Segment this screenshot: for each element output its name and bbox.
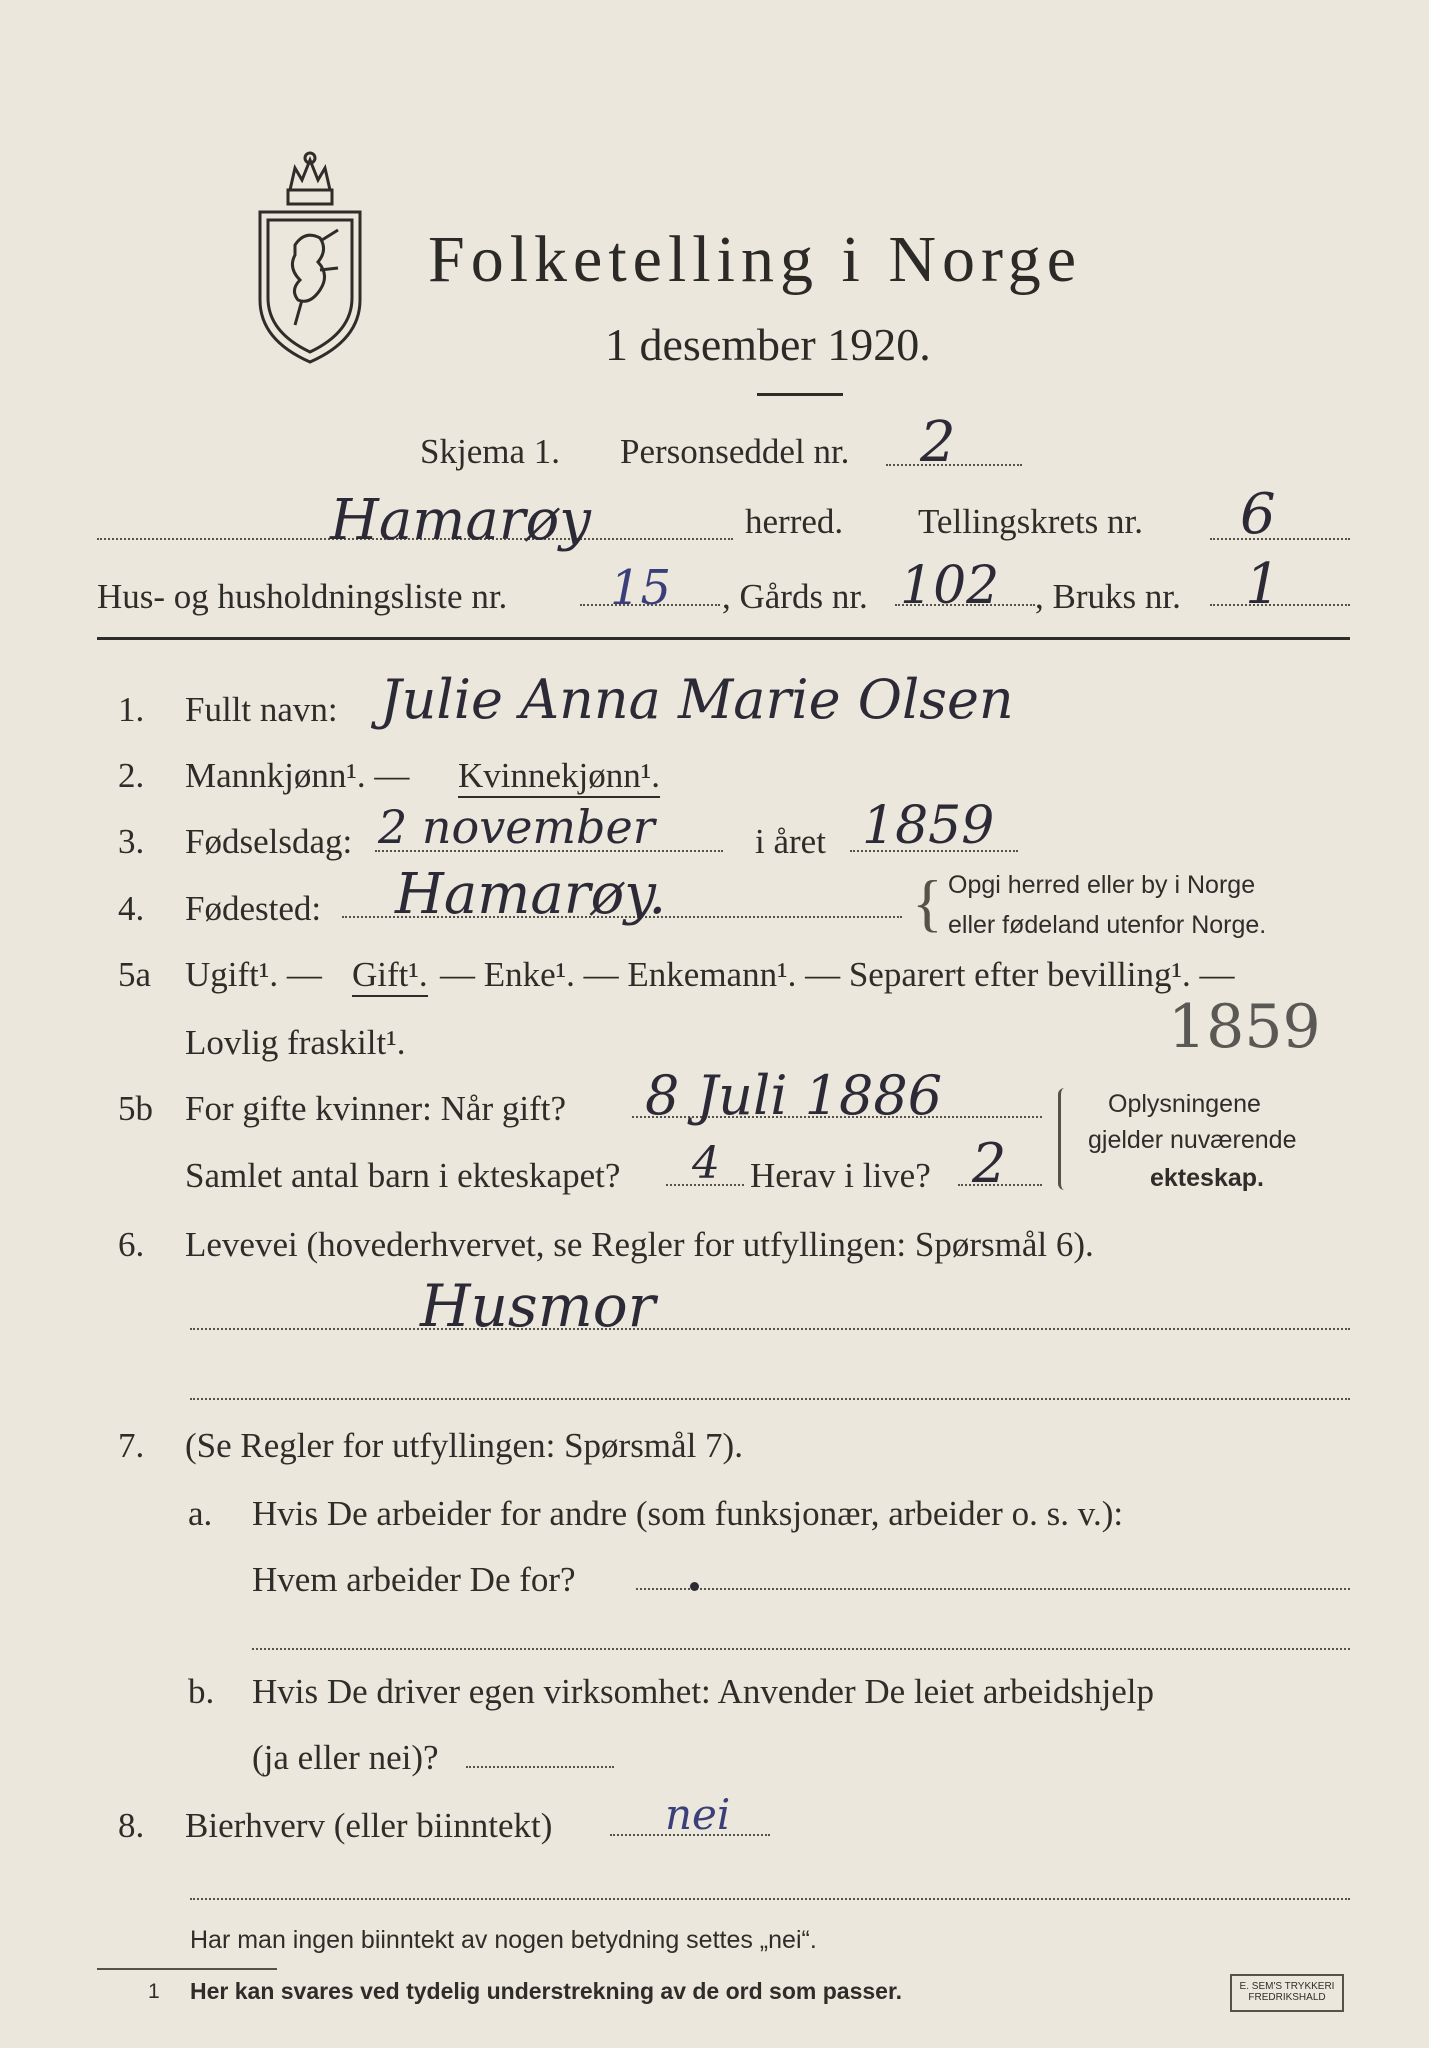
q2-number: 2.: [118, 756, 145, 795]
tellingskrets-label: Tellingskrets nr.: [918, 502, 1144, 541]
footnote-divider: [97, 1968, 277, 1970]
birth-year-value: 1859: [862, 796, 995, 856]
hus-value: 15: [610, 560, 672, 616]
q7-label: (Se Regler for utfyllingen: Spørsmål 7).: [185, 1426, 743, 1465]
female-option-selected: Kvinnekjønn¹.: [458, 756, 660, 798]
birthday-value: 2 november: [378, 800, 655, 854]
personseddel-value: 2: [920, 410, 956, 475]
bruks-label: , Bruks nr.: [1035, 577, 1181, 616]
q8-label: Bierhverv (eller biinntekt): [185, 1806, 553, 1845]
married-option-selected: Gift¹.: [352, 955, 428, 997]
census-date: 1 desember 1920.: [605, 319, 931, 370]
q6-label: Levevei (hovederhvervet, se Regler for utfyllingen: Spørsmål 6).: [185, 1225, 1094, 1264]
birthplace-value: Hamarøy.: [395, 862, 667, 927]
q1-label: Fullt navn:: [185, 690, 338, 729]
side-income-value: nei: [665, 1790, 731, 1839]
q7b-help-label: (ja eller nei)?: [252, 1738, 439, 1777]
marriage-note-1: Oplysningene: [1108, 1090, 1261, 1118]
bruks-value: 1: [1245, 552, 1281, 617]
employer-field-line: [636, 1588, 1350, 1590]
herred-label: herred.: [745, 502, 844, 541]
q3-label: Fødselsdag:: [185, 822, 353, 861]
hus-label: Hus- og husholdningsliste nr.: [97, 577, 508, 616]
q5b-number: 5b: [118, 1089, 153, 1128]
skjema-label: Skjema 1.: [420, 432, 560, 471]
q5b-label: For gifte kvinner: Når gift?: [185, 1089, 567, 1128]
married-date-value: 8 Juli 1886: [645, 1064, 943, 1127]
ink-dot: [690, 1582, 699, 1591]
occupation-field-line-1: [190, 1328, 1350, 1330]
help-field-line: [466, 1766, 614, 1768]
alive-value: 2: [972, 1132, 1007, 1195]
gards-value: 102: [900, 556, 1000, 616]
divorced-option: Lovlig fraskilt¹.: [185, 1023, 406, 1062]
printer-stamp-line-2: FREDRIKSHALD: [1248, 1992, 1326, 2003]
birthplace-note-2: eller fødeland utenfor Norge.: [948, 911, 1267, 939]
printer-stamp: [1230, 1974, 1344, 2012]
male-option: Mannkjønn¹. —: [185, 756, 410, 795]
employer-field-line-2: [252, 1648, 1350, 1650]
year-label: i året: [755, 822, 826, 861]
q7b-letter: b.: [188, 1672, 215, 1711]
header-divider: [97, 637, 1350, 640]
q7a-letter: a.: [188, 1494, 213, 1533]
footnote-mark: 1: [148, 1980, 160, 2003]
brace-icon: {: [912, 867, 943, 938]
title-divider: [757, 393, 843, 396]
q7b-text: Hvis De driver egen virksomhet: Anvender De leiet arbeidshjelp: [252, 1672, 1154, 1711]
printer-stamp-line-1: E. SEM'S TRYKKERI: [1239, 1981, 1335, 1992]
personseddel-label: Personseddel nr.: [620, 432, 850, 471]
other-status-options: — Enke¹. — Enkemann¹. — Separert efter bevilling¹. —: [440, 955, 1235, 994]
form-title: Folketelling i Norge: [428, 223, 1083, 296]
footer-note: Har man ingen biinntekt av nogen betydning settes „nei“.: [190, 1926, 817, 1954]
q4-number: 4.: [118, 889, 145, 928]
q7a-text: Hvis De arbeider for andre (som funksjonær, arbeider o. s. v.):: [252, 1494, 1124, 1533]
coat-of-arms-icon: [250, 150, 370, 365]
children-value: 4: [692, 1138, 720, 1189]
q7-number: 7.: [118, 1426, 145, 1465]
tellingskrets-value: 6: [1240, 482, 1276, 547]
q3-number: 3.: [118, 822, 145, 861]
marriage-note-2: gjelder nuværende: [1088, 1126, 1297, 1154]
q7a-employer-label: Hvem arbeider De for?: [252, 1560, 576, 1599]
marriage-note-3: ekteskap.: [1150, 1164, 1264, 1192]
children-label: Samlet antal barn i ekteskapet?: [185, 1156, 621, 1195]
full-name-value: Julie Anna Marie Olsen: [380, 668, 1014, 731]
q8-number: 8.: [118, 1806, 145, 1845]
margin-note: 1859: [1168, 992, 1321, 1062]
footnote-text: Her kan svares ved tydelig understrekning av de ord som passer.: [190, 1978, 903, 2004]
alive-label: Herav i live?: [750, 1156, 931, 1195]
side-income-field-line-2: [190, 1898, 1350, 1900]
herred-value: Hamarøy: [330, 488, 591, 553]
gards-label: , Gårds nr.: [722, 577, 868, 616]
occupation-field-line-2: [190, 1398, 1350, 1400]
q5a-number: 5a: [118, 955, 152, 994]
birthplace-note-1: Opgi herred eller by i Norge: [948, 871, 1256, 899]
occupation-value: Husmor: [420, 1272, 656, 1340]
q6-number: 6.: [118, 1225, 145, 1264]
tellingskrets-field-line: [1210, 538, 1350, 540]
q1-number: 1.: [118, 690, 145, 729]
unmarried-option: Ugift¹. —: [185, 955, 322, 994]
marriage-note-bracket: [1058, 1088, 1071, 1190]
q4-label: Fødested:: [185, 889, 322, 928]
